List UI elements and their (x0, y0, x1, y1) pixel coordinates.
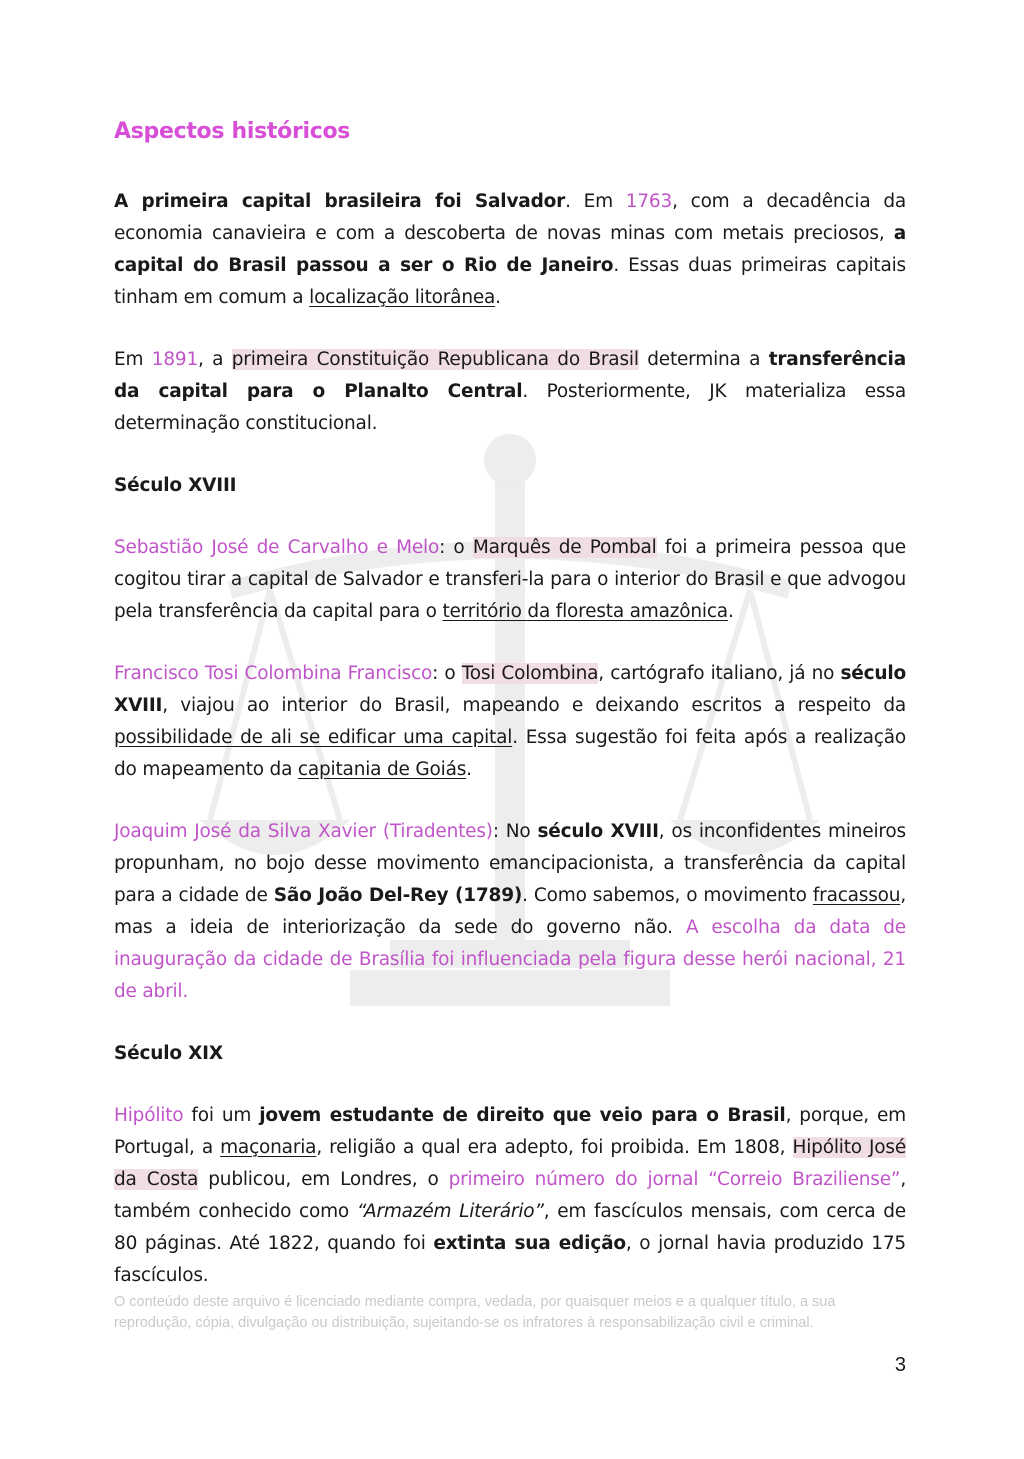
underlined-text: território da floresta amazônica (442, 601, 728, 622)
subheading-seculo-xviii: Século XVIII (114, 475, 237, 496)
bold-text: São João Del-Rey (1789) (273, 885, 523, 906)
document-body (114, 112, 906, 1322)
text: , em fascículos mensais, com cerca de 80 páginas. Até 1822, quando foi (114, 1201, 906, 1254)
bold-text: século XVIII (537, 821, 659, 842)
text: : o (432, 663, 462, 684)
section-heading: Aspectos históricos (114, 119, 351, 144)
text: , o jornal havia produzido 175 fascículos. (114, 1233, 907, 1286)
paragraph-hipolito (114, 1100, 906, 1292)
text: . (727, 601, 734, 622)
text: . Como sabemos, o movimento (522, 885, 813, 906)
text: , os inconfidentes mineiros propunham, no bojo desse movimento emancipacionista, a transferência da capital para a cidade de (114, 821, 906, 906)
person-name: Francisco Tosi Colombina Francisco (114, 663, 433, 684)
person-name: Joaquim José da Silva Xavier (Tiradentes) (114, 821, 493, 842)
pink-text: A escolha da data de inauguração da cidade de Brasília foi influenciada pela figura desse herói nacional, 21 de abril. (114, 917, 906, 1002)
italic-text: “Armazém Literário” (356, 1201, 544, 1222)
text: . (495, 287, 501, 308)
bold-text: transferência da capital para o Planalto Central (114, 349, 906, 402)
license-footer: O conteúdo deste arquivo é licenciado mediante compra, vedada, por quaisquer meios e a qualquer título, a sua reprodução, cópia, divulgação ou distribuição, sujeitando-se os infratores à responsabilização civil e criminal. (114, 1294, 836, 1331)
underlined-text: possibilidade de ali se edificar uma capital (114, 727, 513, 748)
underlined-text: maçonaria (220, 1137, 317, 1158)
bold-text: A primeira capital brasileira foi Salvador (114, 191, 566, 212)
text: , a (198, 349, 232, 370)
subheading-seculo-xix: Século XIX (114, 1043, 223, 1064)
paragraph-capitals (114, 186, 906, 314)
text: , também conhecido como (114, 1169, 906, 1222)
highlighted-text: Marquês de Pombal (472, 537, 657, 558)
text: Em (114, 349, 152, 370)
text: . Posteriormente, JK materializa essa determinação constitucional. (114, 381, 906, 434)
paragraph-tiradentes (114, 816, 906, 1008)
year-highlight: 1891 (151, 349, 199, 370)
text: . (466, 759, 472, 780)
text: . Em (565, 191, 626, 212)
underlined-text: capitania de Goiás (297, 759, 467, 780)
text: , viajou ao interior do Brasil, mapeando e deixando escritos a respeito da (162, 695, 906, 716)
text: . Essas duas primeiras capitais tinham em comum a (114, 255, 906, 308)
text: publicou, em Londres, o (198, 1169, 449, 1190)
text: : o (439, 537, 473, 558)
underlined-text: fracassou (812, 885, 901, 906)
text: determina a (638, 349, 769, 370)
year-highlight: 1763 (625, 191, 673, 212)
text: . Essa sugestão foi feita após a realização do mapeamento da (114, 727, 907, 780)
highlighted-text: Hipólito José da Costa (114, 1137, 906, 1190)
paragraph-pombal (114, 532, 906, 628)
paragraph-colombina (114, 658, 906, 786)
text: foi um (183, 1105, 260, 1126)
text: , religião a qual era adepto, foi proibida. Em 1808, (316, 1137, 793, 1158)
highlighted-text: primeira Constituição Republicana do Brasil (231, 349, 639, 370)
text: , porque, em Portugal, a (114, 1105, 906, 1158)
paragraph-constitution (114, 344, 906, 440)
underlined-text: localização litorânea (309, 287, 496, 308)
bold-text: século XVIII (114, 663, 906, 716)
person-name: Sebastião José de Carvalho e Melo (114, 537, 440, 558)
bold-text: jovem estudante de direito que veio para o Brasil (259, 1105, 786, 1126)
text: , com a decadência da economia canavieira e com a descoberta de novas minas com metais preciosos, (114, 191, 907, 244)
text: : No (492, 821, 538, 842)
page-number: 3 (894, 1354, 906, 1376)
text: foi a primeira pessoa que cogitou tirar a capital de Salvador e transferi-la para o interior do Brasil e que advogou pela transferência da capital para o (114, 537, 906, 622)
highlighted-text: Tosi Colombina (461, 663, 599, 684)
bold-text: a capital do Brasil passou a ser o Rio de Janeiro (114, 223, 906, 276)
bold-text: extinta sua edição (433, 1233, 626, 1254)
pink-text: primeiro número do jornal “Correio Braziliense” (448, 1169, 901, 1190)
text: , cartógrafo italiano, já no (598, 663, 841, 684)
text: , mas a ideia de interiorização da sede do governo não. (114, 885, 907, 938)
person-name: Hipólito (114, 1105, 184, 1126)
